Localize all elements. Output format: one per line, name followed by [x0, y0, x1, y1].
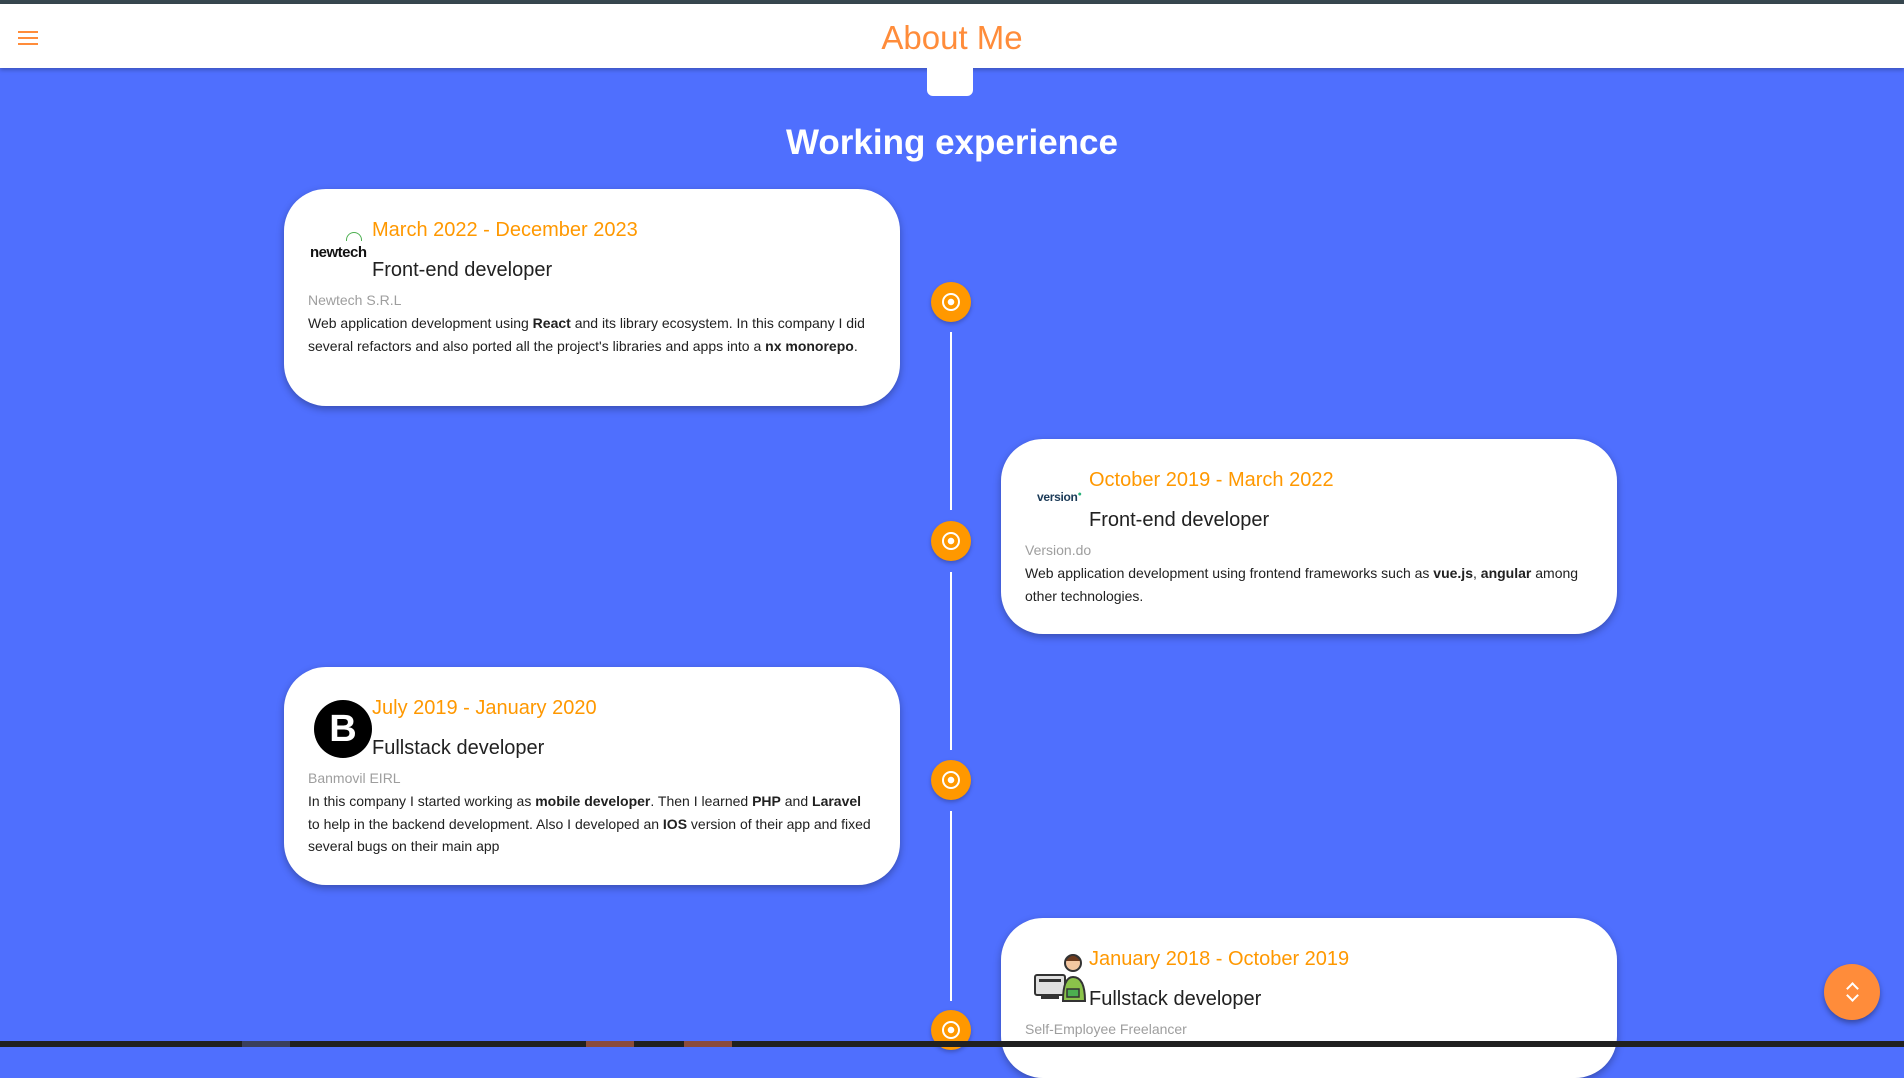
description-highlight: nx monorepo — [765, 337, 854, 354]
description-text: In this company I started working as — [308, 793, 536, 809]
experience-role: Fullstack developer — [372, 737, 545, 759]
experience-company: Banmovil EIRL — [308, 770, 401, 786]
timeline-dot-icon — [931, 760, 971, 800]
newtech-logo-icon: newtech — [308, 216, 370, 278]
timeline-line — [950, 811, 952, 1001]
description-text: , — [1473, 565, 1481, 581]
experience-date: July 2019 - January 2020 — [372, 697, 597, 719]
section-tab-indicator — [927, 68, 973, 96]
description-text: and its library ecosystem. In this company I did several refactors and also ported all the project's libraries and apps into a — [308, 315, 865, 354]
experience-company: Newtech S.R.L — [308, 292, 402, 308]
experience-company: Version.do — [1025, 542, 1092, 558]
app-bar — [0, 4, 1904, 68]
experience-role: Front-end developer — [1089, 509, 1270, 531]
description-highlight: React — [532, 315, 571, 331]
description-text: . — [853, 337, 858, 354]
experience-card-version — [1001, 439, 1617, 634]
description-highlight: PHP — [752, 793, 781, 809]
chevron-down-icon — [1846, 989, 1859, 1002]
experience-date: March 2022 - December 2023 — [372, 219, 638, 241]
experience-role: Fullstack developer — [1089, 988, 1262, 1010]
experience-role: Front-end developer — [372, 259, 553, 281]
experience-date: January 2018 - October 2019 — [1089, 948, 1350, 970]
timeline-dot-icon — [931, 282, 971, 322]
description-text: Web application development using — [308, 315, 533, 331]
scroll-toggle-button[interactable] — [1824, 964, 1880, 1020]
description-text: among other technologies. — [1025, 565, 1579, 604]
page-title: About Me — [881, 19, 1023, 56]
description-highlight: mobile developer — [535, 793, 651, 809]
description-highlight: angular — [1480, 565, 1532, 581]
description-highlight: IOS — [662, 815, 688, 832]
description-text: . Then I learned — [650, 793, 753, 809]
taskbar — [0, 1041, 1904, 1047]
description-text: to help in the backend development. Also I developed an — [308, 815, 663, 832]
description-text: Web application development using frontend frameworks such as — [1025, 565, 1434, 581]
timeline-dot-icon — [931, 521, 971, 561]
description-highlight: vue.js — [1433, 565, 1473, 581]
description-text: version of their app and fixed several bugs on their main app — [308, 815, 871, 854]
version-logo-icon: version● — [1037, 490, 1082, 504]
description-text: and — [780, 793, 813, 809]
experience-date: October 2019 - March 2022 — [1089, 469, 1334, 491]
experience-description — [1025, 562, 1593, 607]
experience-company: Self-Employee Freelancer — [1025, 1021, 1187, 1037]
description-highlight: Laravel — [812, 793, 862, 809]
timeline-line — [950, 572, 952, 750]
experience-card-newtech — [284, 189, 900, 406]
banmovil-logo-icon: B — [308, 694, 370, 756]
experience-description — [308, 790, 876, 858]
experience-description — [308, 312, 876, 357]
freelancer-logo-icon — [1025, 945, 1087, 1007]
timeline-line — [950, 332, 952, 510]
experience-card-freelancer — [1001, 918, 1617, 1078]
section-title: Working experience — [786, 123, 1118, 162]
experience-card-banmovil — [284, 667, 900, 885]
